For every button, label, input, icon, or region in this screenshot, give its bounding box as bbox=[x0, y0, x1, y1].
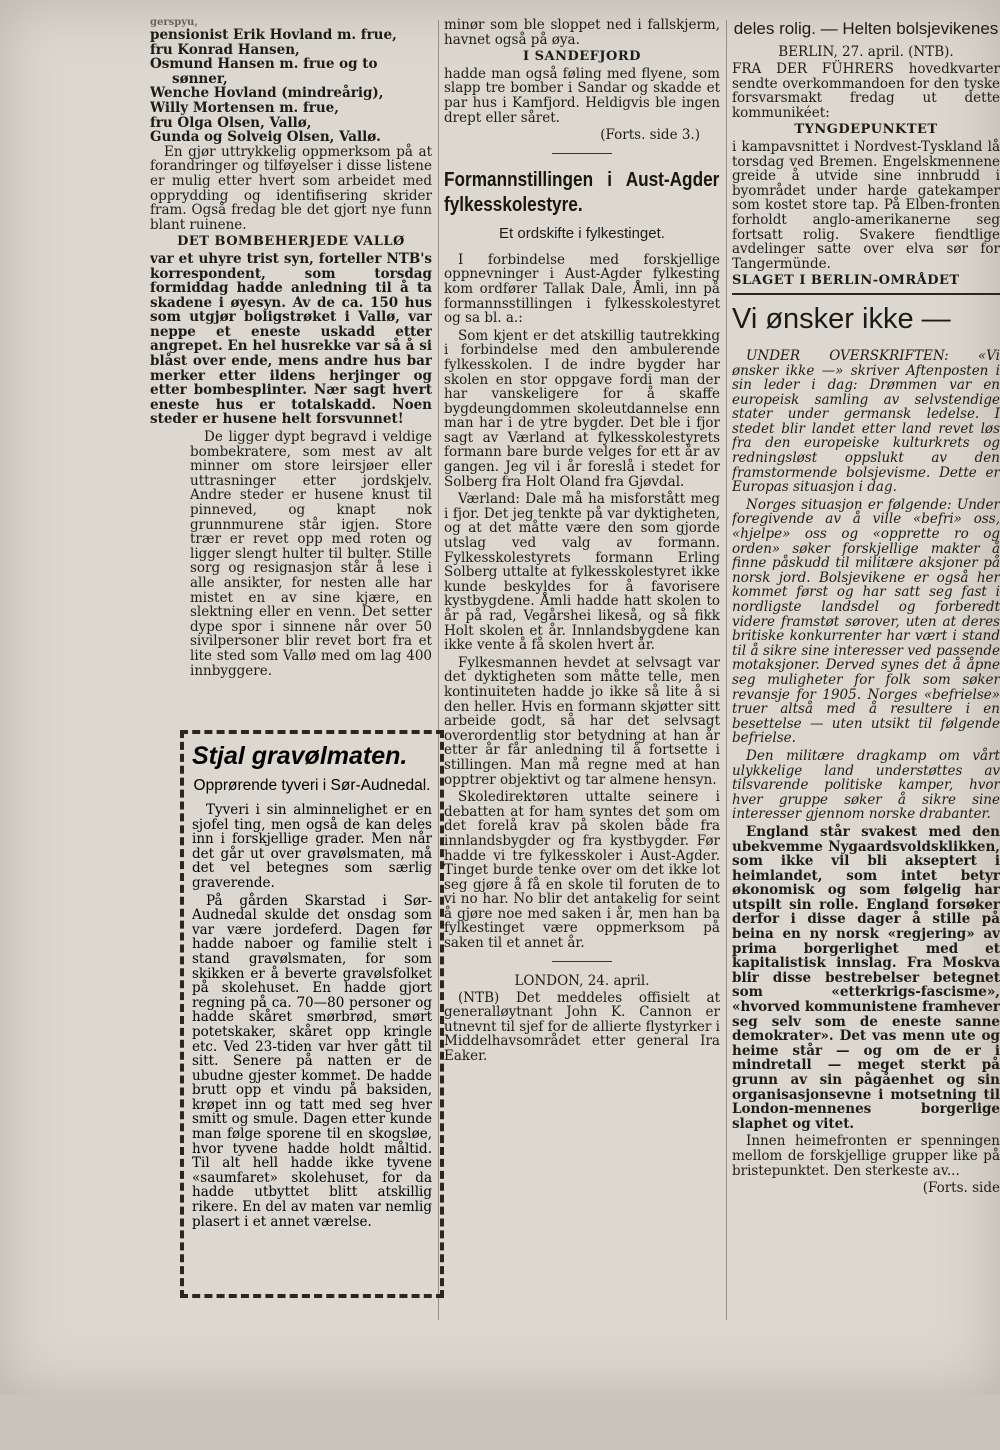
paragraph: Tyveri i sin alminnelighet er en sjofel ting, men også de kan deles inn i forskjellige grader. Men når det går ut over gravølsmaten, må det vel betegnes som særlig graverende. bbox=[192, 802, 432, 891]
paragraph: FRA DER FÜHRERS hovedkvarter sendte overkommandoen for den tyske forsvarsmakt fredag ut dette kommunikéet: bbox=[732, 61, 1000, 121]
paragraph: Værland: Dale må ha misforstått meg i fjor. Det jeg tenkte på var dyktigheten, og at det måtte være den som gjorde utslag ved valg av formann. Fylkesskolestyrets formann Erling Solberg uttalte at fylkesskolestyret ikke kunde beskyldes for å favorisere kystbygdene. Åmli hadde hatt skolen to år på rad, Vegårshei likeså, og så fikk Holt skolen et år. Innlandsbygdene kan ikke vente å få skolen hvert år. bbox=[444, 491, 720, 654]
continuation-note: (Forts. side bbox=[922, 1180, 1000, 1197]
continuation-note: (Forts. side 3.) bbox=[600, 127, 700, 144]
paragraph: En gjør uttrykkelig oppmerksom på at forandringer og tilføyelser i disse listene er mulig etter hvert som arbeidet med opprydding og identifisering skrider fram. Også fredag ble det gjort nye funn blant ruinene. bbox=[150, 143, 432, 233]
paragraph: Norges situasjon er følgende: Under foregivende av å ville «befri» oss, «hjelpe» oss og «opprette ro og orden» søker forskjellige makter å finne påskudd til militære aksjoner på norsk jord. Bolsjevikene er også her kommet først og har satt seg fast i nordligste landsdel og forberedt videre framstøt sørover, uten at deres britiske konkurrenter har vært i stand til å sikre sine interesser ved passende motaksjoner. Derved synes det å åpne seg muligheter for folk som søker revansje for 1905. Norges «befrielse» truer altså med å resultere i en besettelse — uten utsikt til følgende befrielse. bbox=[732, 496, 1000, 747]
paragraph: De ligger dypt begravd i veldige bombekratere, som mest av alt minner om store leirsjøer eller uttrasninger etter jordskjelv. Andre steder er husene knust til pinneved, og knapt nok grunnmurene står igjen. Store trær er revet opp med roten og ligger slengt hulter til bulter. Stille sorg og resignasjon står å lese i alle ansikter, for nesten alle har mistet en av sine kjære, en slektning eller en venn. Det setter dype spor i sinnene når over 50 sivilpersoner blir revet bort fra et lite sted som Vallø med om lag 400 innbyggere. bbox=[190, 429, 432, 679]
column-rule bbox=[726, 20, 727, 1320]
list-item: pensionist Erik Hovland m. frue, bbox=[150, 27, 397, 43]
divider bbox=[552, 153, 612, 154]
subheading: I SANDEFJORD bbox=[523, 49, 641, 65]
paragraph: UNDER OVERSKRIFTEN: «Vi ønsker ikke —» skriver Aftenposten i sin leder i dag: Drømmen var en europeisk samling av selvstendige stater under germansk ledelse. I stedet blir landet etter land revet løs fra den europeiske kulturkrets og redningsløst oppslukt av den framstormende bolsjevisme. Dette er Europas situasjon i dag. bbox=[732, 347, 1000, 496]
paragraph: var et uhyre trist syn, forteller NTB's korrespondent, som torsdag formiddag hadde anledning til å ta skadene i øyesyn. Av de ca. 150 hus som utgjør boligstrøket i Vallø, var neppe et eneste uskadd etter angrepet. En hel husrekke var så å si blåst over ende, mens andre hus bar merker etter ildens herjinger og etter bombesplinter. Nær sagt hvert eneste hus er totalskadd. Noen steder er husene helt forsvunnet! bbox=[150, 250, 432, 428]
list-item: fru Konrad Hansen, bbox=[150, 41, 300, 58]
subheading: TYNGDEPUNKTET bbox=[794, 122, 938, 138]
column-middle bbox=[444, 18, 720, 1318]
paragraph: (NTB) Det meddeles offisielt at generalløytnant John K. Cannon er utnevnt til sjef for de allierte flystyrker i Middelhavsområdet etter general Ira Eaker. bbox=[444, 989, 720, 1065]
paragraph: i kampavsnittet i Nordvest-Tyskland lå torsdag ved Bremen. Engelskmennene greide å utvide sine innbrudd i byområdet under harde gatekamper som kostet store tap. På Elben-fronten forholdt anglo-amerikanerne seg fortsatt rolig. Svakere fiendtlige avdelinger satte over elva sør for Tangermünde. bbox=[732, 138, 1000, 272]
article-deck: Et ordskifte i fylkestinget. bbox=[499, 224, 665, 242]
list-item: sønner, bbox=[172, 70, 228, 87]
dateline: BERLIN, 27. april. (NTB). bbox=[778, 44, 954, 60]
paragraph: Som kjent er det atskillig tautrekking i forbindelse med den ambulerende fylkesskolen. I de indre bygder har skolen en stor oppgave fordi man der har vanskeligere for å skaffe bygdeungdommen skoleutdannelse enn man har i de ytre bygder. Det ble i fjor sagt av Værland at fylkesskolestyrets formann bare burde velges for ett år av gangen. Jeg vil i år foreslå i stedet for Solberg fra Holt Oland fra Gjøvdal. bbox=[444, 327, 720, 490]
list-item: fru Olga Olsen, Vallø, bbox=[150, 114, 312, 131]
article-headline: Stjal gravølmaten. bbox=[192, 742, 408, 770]
paragraph: England står svakest med den ubekvemme Nygaardsvoldsklikken, som ikke vil bli akseptert i heimlandet, som intet betyr økonomisk og som følgelig har utspilt sin rolle. England forsøker derfor i disse dager å stille på beina en ny norsk «regjering» av prima borgerlighet med et kapitalistisk innslag. Fra Moskva blir disse bestrebelser betegnet som «etterkrigs-fascisme», «hvorved kommunistene framhever seg selv som de eneste sanne demokrater». Det vas menn ute og heime står — og om de er i mindretall — meget sterkt på grunn av sin pågåenhet og sin organisasjonsevne i motsetning til London-mennenes borgerlige slaphet og vitet. bbox=[732, 823, 1000, 1132]
list-item: Wenche Hovland (mindreårig), bbox=[150, 85, 384, 102]
divider bbox=[552, 961, 612, 962]
column-right bbox=[732, 18, 1000, 1318]
column-left bbox=[150, 18, 432, 718]
list-item: gerspyu, bbox=[150, 18, 198, 28]
list-item: Gunda og Solveig Olsen, Vallø. bbox=[150, 129, 381, 146]
paragraph: hadde man også føling med flyene, som slapp tre bomber i Sandar og skadde et par hus i Kamfjord. Heldigvis ble ingen drept eller såret. bbox=[444, 65, 720, 126]
paragraph: minør som ble sloppet ned i fallskjerm, havnet også på øya. bbox=[444, 18, 720, 48]
dateline: LONDON, 24. april. bbox=[514, 972, 650, 989]
paragraph: Den militære dragkamp om vårt ulykkelige land understøttes av tilsvarende politiske kamper, hvor hver gruppe søker å sikre sine interesser gjennom norske drabanter. bbox=[732, 747, 1000, 823]
paragraph: Skoledirektøren uttalte seinere i debatten at for ham syntes det som om det forelå krav på skolen både fra innlandsbygder og fra kystbygder. Før hadde vi tre fylkesskoler i Aust-Agder. Tinget burde tenke over om det ikke lot seg gjøre å få en skole til foruten de to vi no har. No blir det antakelig for seint å gjøre noe med saken i år, men han ba fylkestinget være oppmerksom på saken til et annet år. bbox=[444, 789, 720, 952]
section-heading: deles rolig. — Helten bolsjevikenes bbox=[733, 19, 999, 38]
list-item: Willy Mortensen m. frue, bbox=[150, 99, 339, 116]
page-edge bbox=[0, 1395, 1000, 1450]
subheading: DET BOMBEHERJEDE VALLØ bbox=[177, 234, 405, 250]
list-item: Osmund Hansen m. frue og to bbox=[150, 56, 378, 73]
article-headline: Formannstillingen i Aust-Agder fylkesskolestyre. bbox=[444, 168, 720, 216]
victim-list bbox=[150, 18, 432, 145]
paragraph: I forbindelse med forskjellige oppnevninger i Aust-Agder fylkesting kom ordfører Tallak Dale, Åmli, inn på formannsstillingen i fylkesskolestyret og sa bl. a.: bbox=[444, 251, 720, 327]
paragraph: Innen heimefronten er spenningen mellom de forskjellige grupper like på bristepunktet. Den sterkeste av... bbox=[732, 1133, 1000, 1179]
article-deck: Opprørende tyveri i Sør-Audnedal. bbox=[193, 777, 431, 794]
paragraph: Fylkesmannen hevdet at selvsagt var det dyktigheten som måtte telle, men kontinuiteten hadde jo ikke så lite å si den heller. Hvis en formann skjøtter sitt arbeide godt, så har det selvsagt overordentlig stor betydning at han år etter år får anledning til å fortsette i stillingen. Man må regne med at han opptrer objektivt og tar almene hensyn. bbox=[444, 654, 720, 788]
article-headline: Vi ønsker ikke — bbox=[732, 293, 1000, 339]
paragraph: På gården Skarstad i Sør-Audnedal skulde det onsdag som var være jordeferd. Dagen før hadde naboer og familie stelt i stand gravølsmaten, for som skikken er å beverte gravølsfolket på skolehuset. En hadde gjort regning på ca. 70—80 personer og hadde skåret smørbrød, smørt potetskaker, skåret opp kringle etc. Ved 23-tiden var hver gått til sitt. Senere på natten er de ubudne gjester kommet. De hadde brutt opp et vindu på baksiden, krøpet inn og tatt med seg hver smitt og smule. Dagen etter kunde man følge sporene til en skogsløe, hvor tyvene hadde holdt måltid. Til alt hell hadde ikke tyvene «saumfaret» skolehuset, for da hadde utbyttet blitt atskillig rikere. En del av maten var nemlig plasert i et annet værelse. bbox=[192, 892, 432, 1230]
subheading: SLAGET I BERLIN-OMRÅDET bbox=[732, 273, 960, 289]
boxed-article bbox=[180, 730, 444, 1298]
